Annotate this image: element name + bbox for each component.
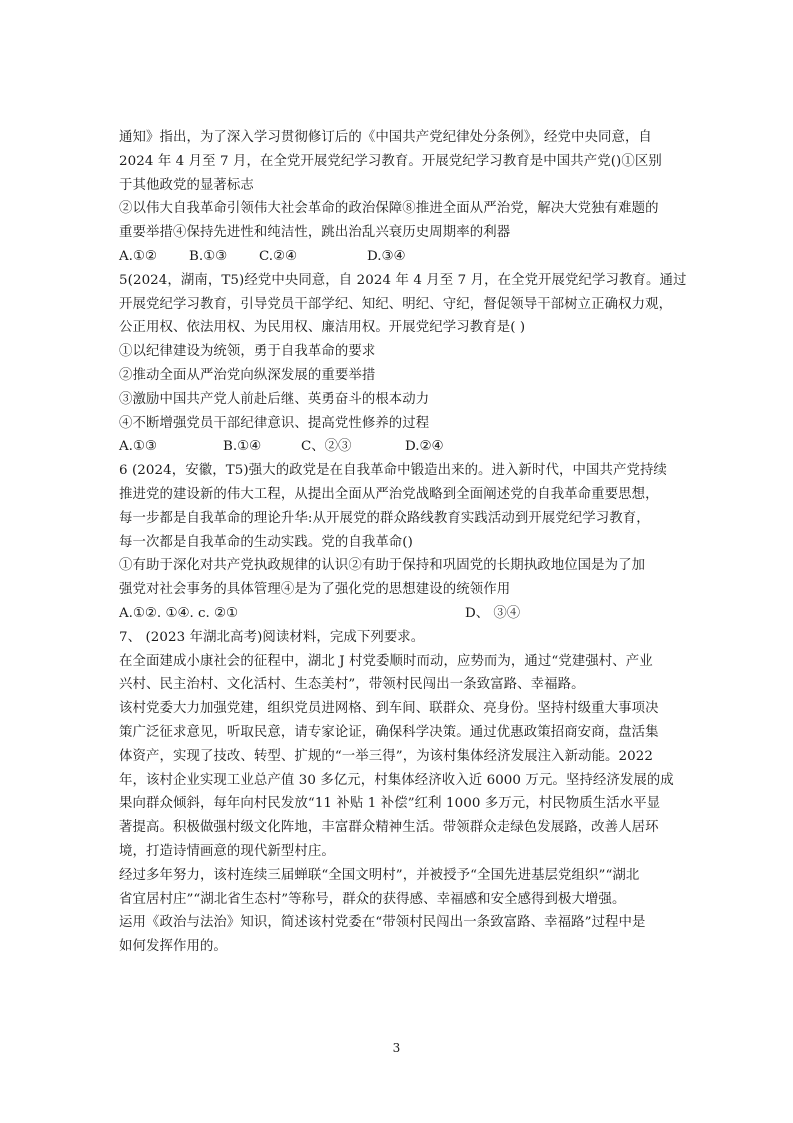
question-5-option-a: A.①③ [119, 439, 157, 455]
question-4-line-1: 通知》指出，为了深入学习贯彻修订后的《中国共产党纪律处分条例》，经党中央同意，自 [119, 130, 652, 145]
question-4-option-a: A.①② [119, 248, 157, 264]
question-5-line-1: 5(2024，湖南，T5)经党中央同意，自 2024 年 4 月至 7 月，在全党开展党纪学习教育。通过 [119, 272, 687, 288]
question-7-line-5: 策广泛征求意见，听取民意，请专家论证，确保科学决策。通过优惠政策招商安商，盘活集 [119, 724, 659, 740]
question-7-line-3: 兴村、民主治村、文化活村、生态美村”，带领村民闯出一条致富路、幸福路。 [119, 677, 585, 693]
question-4-line-3: 于其他政党的显著标志 [119, 177, 254, 193]
question-7-line-1: 7、 (2023 年湖北高考)阅读材料，完成下列要求。 [119, 629, 425, 645]
question-4-line-5: 重要举措④保持先进性和纯洁性，跳出治乱兴衰历史周期率的利器 [119, 225, 511, 241]
question-6-option-d: D、 ③④ [465, 605, 521, 621]
question-6-line-5: ①有助于深化对共产党执政规律的认识②有助于保持和巩固党的长期执政地位国是为了加 [119, 558, 646, 574]
question-4-line-2: 2024 年 4 月至 7 月，在全党开展党纪学习教育。开展党纪学习教育是中国共产党()①区别 [119, 153, 662, 169]
question-7-line-14: 如何发挥作用的。 [119, 939, 227, 955]
question-5-option-c: C、②③ [301, 439, 352, 455]
question-5 [119, 269, 687, 459]
question-6-line-1: 6 (2024，安徽，T5)强大的政党是在自我革命中锻造出来的。进入新时代，中国共产党持续 [119, 463, 667, 479]
document-body [119, 126, 687, 959]
question-4-option-c: C.②④ [259, 248, 298, 264]
question-7-line-6: 体资产，实现了技改、转型、扩规的“一举三得”，为该村集体经济发展注入新动能。2022 [119, 748, 654, 764]
question-7-line-12: 省宜居村庄”“湖北省生态村”等称号，群众的获得感、幸福感和安全感得到极大增强。 [119, 891, 626, 907]
question-7-line-7: 年，该村企业实现工业总产值 30 多亿元，村集体经济收入近 6000 万元。坚持经济发展的成 [119, 772, 674, 788]
question-4-line-4: ②以伟大自我革命引领伟大社会革命的政治保障⑧推进全面从严治党，解决大党独有难题的 [119, 201, 659, 217]
question-4-options [119, 245, 679, 269]
question-7-line-9: 著提高。积极做强村级文化阵地，丰富群众精神生活。带领群众走绿色发展路，改善人居环 [119, 820, 659, 836]
question-7-line-8: 果向群众倾斜，每年向村民发放“11 补贴 1 补偿”红利 1000 多万元，村民物质生活水平显 [119, 796, 661, 812]
question-5-item-1: ①以纪律建设为统领，勇于自我革命的要求 [119, 344, 376, 360]
question-5-option-b: B.①④ [223, 439, 262, 455]
question-7-line-13: 运用《政治与法治》知识，简述该村党委在“带领村民闯出一条致富路、幸福路”过程中是 [119, 915, 646, 931]
question-5-options [119, 435, 679, 459]
question-7-line-10: 境，打造诗情画意的现代新型村庄。 [119, 843, 335, 859]
question-7-line-11: 经过多年努力，该村连续三届蝉联“全国文明村”，并被授予“全国先进基层党组织”“湖北 [119, 867, 640, 883]
question-5-line-2: 开展党纪学习教育，引导党员干部学纪、知纪、明纪、守纪，督促领导干部树立正确权力观， [119, 296, 673, 312]
question-4-option-b: B.①③ [189, 248, 228, 264]
question-5-item-3: ③激励中国共产党人前赴后继、英勇奋斗的根本动力 [119, 391, 430, 407]
question-4-option-d: D.③④ [367, 248, 406, 264]
question-5-line-3: 公正用权、依法用权、为民用权、廉洁用权。开展党纪学习教育是( ) [119, 320, 526, 336]
question-4 [119, 126, 679, 269]
question-6-line-3: 每一步都是自我革命的理论升华:从开展党的群众路线教育实践活动到开展党纪学习教育， [119, 510, 650, 526]
page-number: 3 [392, 1041, 401, 1055]
question-6-option-abc: A.①②. ①④. c. ②① [119, 605, 238, 621]
question-7-line-2: 在全面建成小康社会的征程中，湖北 J 村党委顺时而动，应势而为，通过“党建强村、产业 [119, 653, 653, 669]
question-6-line-2: 推进党的建设新的伟大工程，从提出全面从严治党战略到全面阐述党的自我革命重要思想， [119, 486, 659, 502]
question-7-line-4: 该村党委大力加强党建，组织党员进网格、到车间、联群众、亮身份。坚持村级重大事项决 [119, 701, 659, 717]
question-6-line-4: 每一次都是自我革命的生动实践。党的自我革命() [119, 534, 413, 550]
question-5-item-2: ②推动全面从严治党向纵深发展的重要举措 [119, 367, 376, 383]
question-6 [119, 459, 679, 626]
question-6-options [119, 602, 679, 626]
question-6-line-6: 强党对社会事务的具体管理④是为了强化党的思想建设的统领作用 [119, 582, 511, 598]
question-5-item-4: ④不断增强党员干部纪律意识、提高党性修养的过程 [119, 415, 430, 431]
question-5-option-d: D.②④ [405, 439, 444, 455]
question-7 [119, 626, 679, 959]
